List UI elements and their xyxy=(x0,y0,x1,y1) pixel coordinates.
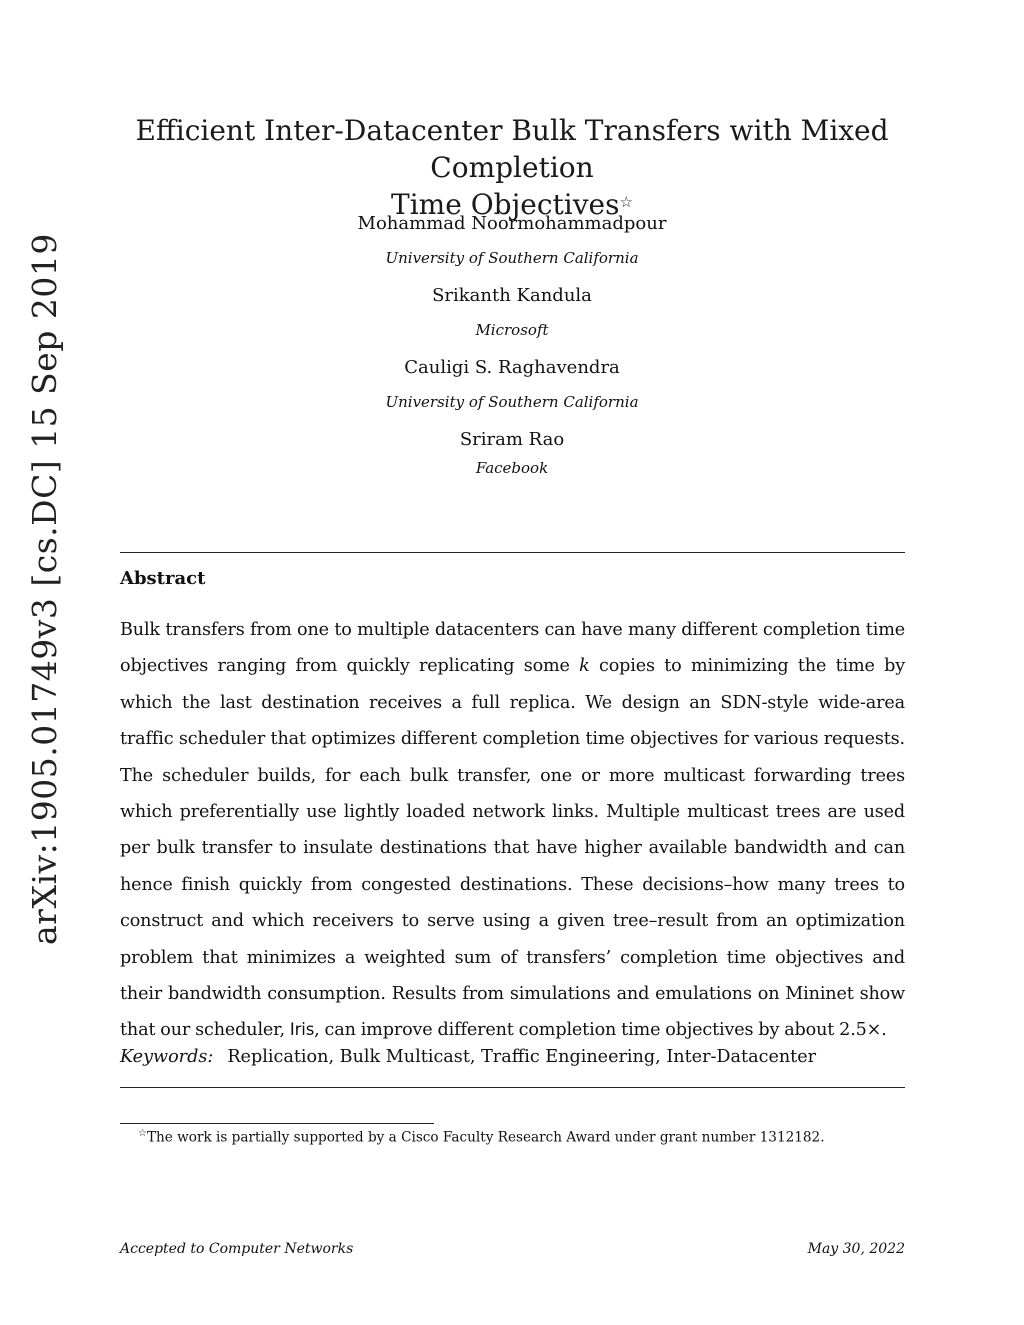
abstract-top-rule xyxy=(120,552,905,553)
footer-venue: Accepted to Computer Networks xyxy=(120,1241,354,1257)
abstract-text-part-3: , can improve different completion time objectives by about 2.5×. xyxy=(314,1020,887,1041)
footnote-rule xyxy=(120,1123,434,1124)
abstract-text-part-1: Bulk transfers from one to multiple datacenters can have many different completion time objectives ranging from quickly replicating some xyxy=(120,620,905,677)
author-affiliation: University of Southern California xyxy=(385,393,639,411)
footnote-marker: ☆ xyxy=(138,1128,147,1139)
author-name: Sriram Rao xyxy=(459,429,565,450)
title-line-2-text: Time Objectives xyxy=(391,188,620,221)
author-4 xyxy=(112,428,912,478)
author-2 xyxy=(112,284,912,340)
footnote-text: The work is partially supported by a Cisco Faculty Research Award under grant number 1312182. xyxy=(146,1129,825,1146)
author-affiliation: Facebook xyxy=(475,459,549,477)
abstract-bottom-rule xyxy=(120,1087,905,1088)
author-name: Srikanth Kandula xyxy=(432,285,592,306)
arxiv-identifier: arXiv:1905.01749v3 [cs.DC] 15 Sep 2019 xyxy=(25,233,64,945)
footnote xyxy=(138,1128,825,1146)
paper-title xyxy=(112,112,912,223)
author-name: Cauligi S. Raghavendra xyxy=(404,357,620,378)
keywords-label: Keywords: xyxy=(120,1047,214,1067)
footer-date: May 30, 2022 xyxy=(807,1241,905,1257)
author-name: Mohammad Noormohammadpour xyxy=(357,213,667,234)
title-footnote-marker[interactable]: ☆ xyxy=(619,193,633,211)
author-3 xyxy=(112,356,912,412)
keywords-list: Replication, Bulk Multicast, Traffic Engineering, Inter-Datacenter xyxy=(227,1047,817,1067)
system-name: Iris xyxy=(289,1020,315,1040)
author-1 xyxy=(112,212,912,268)
keywords-line xyxy=(120,1047,816,1067)
abstract-text-part-2: copies to minimizing the time by which the last destination receives a full replica. We design an SDN-style wide-area traffic scheduler that optimizes different completion time objectives for various requests. The scheduler builds, for each bulk transfer, one or more multicast forwarding trees which preferentially use lightly loaded network links. Multiple multicast trees are used per bulk transfer to insulate destinations that have higher available bandwidth and can hence finish quickly from congested destinations. These decisions–how many trees to construct and which receivers to serve using a given tree–result from an optimization problem that minimizes a weighted sum of transfers’ completion time objectives and their bandwidth consumption. Results from simulations and emulations on Mininet show that our scheduler, xyxy=(120,656,906,1041)
abstract-text xyxy=(120,612,905,1049)
author-affiliation: Microsoft xyxy=(475,321,549,339)
abstract-heading: Abstract xyxy=(120,568,206,589)
title-line-1: Efficient Inter-Datacenter Bulk Transfers with Mixed Completion xyxy=(135,114,889,184)
abstract-math-k: k xyxy=(579,656,590,677)
author-affiliation: University of Southern California xyxy=(385,249,639,267)
